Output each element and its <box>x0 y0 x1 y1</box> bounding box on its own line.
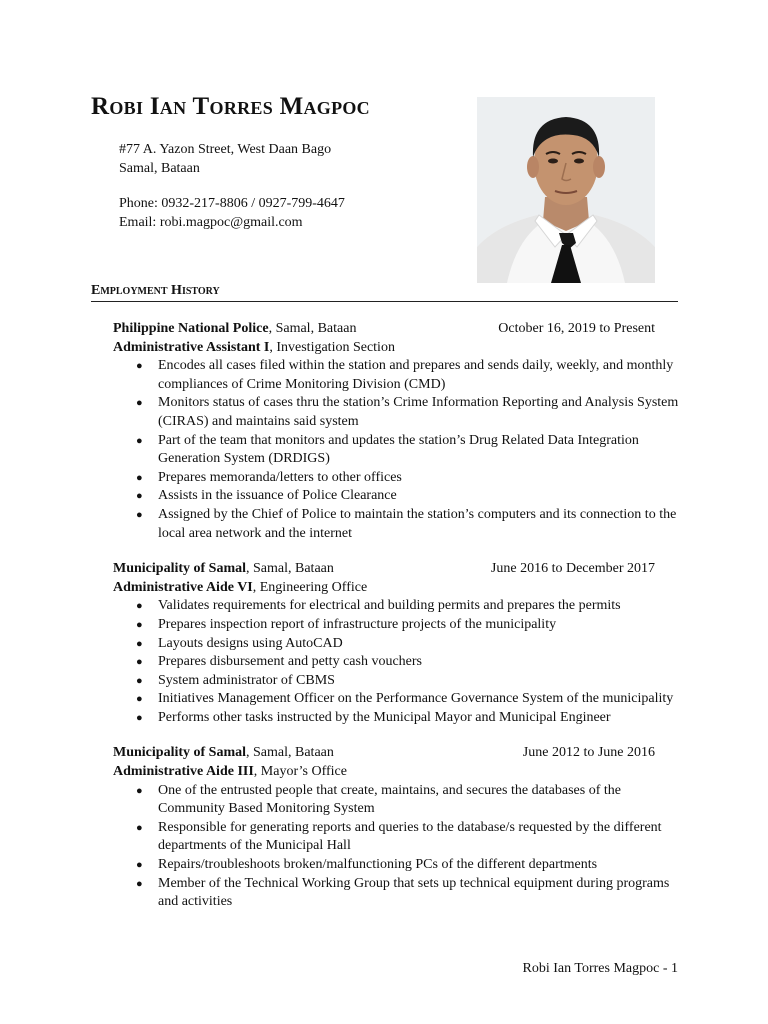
duty-item: ● Responsible for generating reports and queries to the database/s requested by the different departments of the Municipal Hall <box>136 819 662 854</box>
bullet-icon: ● <box>136 471 143 484</box>
duty-item: ● Part of the team that monitors and updates the station’s Drug Related Data Integration Generation System (DRDIGS) <box>136 432 639 467</box>
duty-item: ● Prepares memoranda/letters to other offices <box>113 469 679 488</box>
duty-item: ● Monitors status of cases thru the station’s Crime Information Reporting and Analysis System (CIRAS) and maintains said system <box>136 395 679 429</box>
duty-item: ● Layouts designs using AutoCAD <box>113 635 679 654</box>
page-footer: Robi Ian Torres Magpoc - 1 <box>522 961 678 976</box>
position-line <box>113 579 679 598</box>
duty-item: ● Assists in the issuance of Police Clearance <box>113 487 679 506</box>
bullet-icon: ● <box>136 397 143 410</box>
bullet-icon: ● <box>136 360 143 373</box>
duty-item: ● Prepares disbursement and petty cash vouchers <box>113 653 679 672</box>
duty-item: ● System administrator of CBMS <box>113 672 679 691</box>
section-title-employment-history: Employment History <box>91 283 220 298</box>
employer-line <box>113 560 334 579</box>
position-line <box>113 339 679 358</box>
position-title: Administrative Assistant I <box>113 339 270 355</box>
duty-item: ● Member of the Technical Working Group that sets up technical equipment during programs and activities <box>136 875 670 910</box>
applicant-name: Robi Ian Torres Magpoc <box>91 93 370 120</box>
email-line: Email: robi.magpoc@gmail.com <box>119 214 303 230</box>
position-line <box>113 763 679 782</box>
bullet-icon: ● <box>136 600 143 613</box>
address-line-1: #77 A. Yazon Street, West Daan Bago <box>119 142 332 157</box>
bullet-icon: ● <box>136 490 143 503</box>
duty-item: ● Performs other tasks instructed by the Municipal Mayor and Municipal Engineer <box>113 709 679 728</box>
employer-location: , Samal, Bataan <box>268 321 357 336</box>
duty-item: ● Validates requirements for electrical and building permits and prepares the permits <box>113 597 679 616</box>
employer-line <box>113 744 334 763</box>
duty-item: ● Repairs/troubleshoots broken/malfunctioning PCs of the different departments <box>113 856 679 875</box>
job-dates: June 2016 to December 2017 <box>490 561 655 577</box>
bullet-icon: ● <box>136 618 143 631</box>
bullet-icon: ● <box>136 877 143 890</box>
bullet-icon: ● <box>136 784 143 797</box>
duty-item: ● Initiatives Management Officer on the Performance Governance System of the municipality <box>113 690 679 709</box>
phone-line: Phone: 0932-217-8806 / 0927-799-4647 <box>119 196 345 211</box>
job-dates: June 2012 to June 2016 <box>522 745 655 761</box>
duty-list <box>113 782 679 912</box>
bullet-icon: ● <box>136 674 143 687</box>
job-entry <box>113 320 679 543</box>
position-unit: , Engineering Office <box>252 579 368 595</box>
bullet-icon: ● <box>136 693 143 706</box>
bullet-icon: ● <box>136 656 143 669</box>
employer-location: , Samal, Bataan <box>246 745 334 761</box>
employer-name: Philippine National Police <box>113 321 269 336</box>
job-entry <box>113 560 679 727</box>
bullet-icon: ● <box>136 711 143 724</box>
duty-list <box>113 357 679 543</box>
employer-line <box>113 320 356 339</box>
bullet-icon: ● <box>136 859 143 872</box>
bullet-icon: ● <box>136 637 143 650</box>
profile-photo <box>477 97 655 283</box>
duty-item: ● Assigned by the Chief of Police to maintain the station’s computers and its connection to the local area network and the internet <box>136 506 677 541</box>
address-line-2: Samal, Bataan <box>119 160 200 176</box>
section-divider <box>91 301 678 302</box>
contact-block <box>119 141 345 232</box>
employer-name: Municipality of Samal <box>113 561 247 577</box>
employment-list <box>113 320 679 929</box>
bullet-icon: ● <box>136 508 143 521</box>
employer-location: , Samal, Bataan <box>246 561 334 577</box>
duty-item: ● Prepares inspection report of infrastructure projects of the municipality <box>113 616 679 635</box>
bullet-icon: ● <box>136 434 143 447</box>
duty-item: ● One of the entrusted people that create, maintains, and secures the databases of the Community Based Monitoring System <box>136 782 621 817</box>
job-entry <box>113 744 679 911</box>
bullet-icon: ● <box>136 821 143 834</box>
duty-list <box>113 597 679 727</box>
duty-item: ● Encodes all cases filed within the station and prepares and sends daily, weekly, and monthly compliances of Crime Monitoring Division (CMD) <box>136 358 674 392</box>
position-unit: , Investigation Section <box>269 339 395 355</box>
job-dates: October 16, 2019 to Present <box>498 321 655 336</box>
position-title: Administrative Aide III <box>113 764 254 780</box>
position-title: Administrative Aide VI <box>113 579 253 595</box>
employer-name: Municipality of Samal <box>113 745 247 761</box>
position-unit: , Mayor’s Office <box>253 764 347 780</box>
